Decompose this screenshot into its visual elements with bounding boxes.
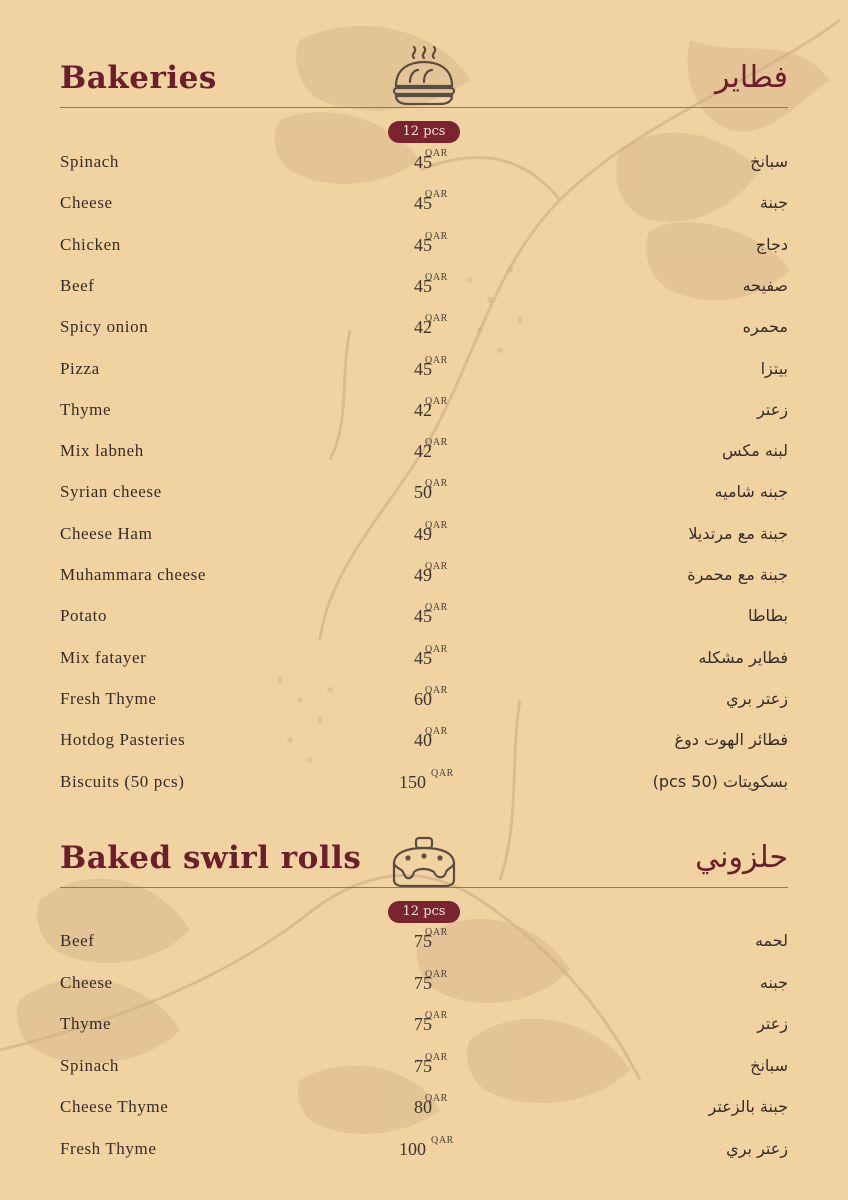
menu-item-row bbox=[0, 684, 848, 719]
item-name-ar: لحمه bbox=[754, 931, 788, 950]
item-price: 45 bbox=[414, 193, 432, 214]
item-name-ar: دجاج bbox=[755, 234, 788, 254]
currency-label: QAR bbox=[425, 230, 448, 242]
item-name-en: Syrian cheese bbox=[60, 482, 162, 502]
item-name-en: Thyme bbox=[60, 1014, 112, 1033]
currency-label: QAR bbox=[425, 271, 448, 283]
menu-item-row bbox=[0, 230, 848, 265]
currency-label: QAR bbox=[425, 684, 448, 696]
menu-item-row bbox=[0, 1093, 848, 1127]
menu-item-row bbox=[0, 271, 848, 306]
item-name-ar: بيتزا bbox=[760, 358, 788, 378]
item-name-en: Pizza bbox=[60, 358, 100, 378]
menu-item-row bbox=[0, 767, 848, 802]
item-name-en: Cheese Thyme bbox=[60, 1097, 169, 1116]
item-price: 100 bbox=[399, 1138, 426, 1159]
currency-label: QAR bbox=[425, 354, 448, 366]
menu-item-row bbox=[0, 313, 848, 347]
item-name-en: Chicken bbox=[60, 234, 121, 254]
item-name-en: Beef bbox=[60, 275, 95, 295]
item-price: 75 bbox=[414, 1014, 432, 1034]
item-price: 75 bbox=[414, 972, 432, 993]
currency-label: QAR bbox=[425, 189, 448, 201]
item-name-ar: زعتر bbox=[757, 1014, 788, 1033]
item-name-en: Mix labneh bbox=[60, 441, 144, 461]
item-name-ar: جبنه bbox=[759, 972, 788, 992]
item-name-ar: زعتر بري bbox=[726, 1138, 788, 1158]
menu-item-row bbox=[0, 519, 848, 554]
item-name-en: Mix fatayer bbox=[60, 647, 147, 667]
menu-item-row bbox=[0, 1134, 848, 1169]
currency-label: QAR bbox=[425, 148, 448, 159]
item-name-ar: جبنة بالزعتر bbox=[708, 1097, 788, 1116]
item-name-ar: سبانخ bbox=[750, 152, 788, 171]
swirl-roll-icon bbox=[388, 834, 460, 890]
section-divider bbox=[60, 107, 788, 108]
currency-label: QAR bbox=[425, 519, 448, 531]
item-name-en: Spinach bbox=[60, 1055, 119, 1075]
item-price: 49 bbox=[414, 523, 432, 544]
item-name-ar: جبنه شاميه bbox=[714, 482, 788, 502]
menu-item-row bbox=[0, 1051, 848, 1086]
item-name-ar: سبانخ bbox=[750, 1055, 788, 1075]
item-price: 45 bbox=[414, 152, 432, 172]
currency-label: QAR bbox=[425, 1093, 448, 1104]
menu-item-row bbox=[0, 478, 848, 512]
item-price: 75 bbox=[414, 931, 432, 951]
item-name-en: Cheese bbox=[60, 972, 113, 992]
currency-label: QAR bbox=[425, 437, 448, 449]
item-price: 45 bbox=[414, 647, 432, 668]
item-name-en: Spicy onion bbox=[60, 317, 149, 337]
menu-item-row bbox=[0, 437, 848, 471]
currency-label: QAR bbox=[425, 561, 448, 572]
currency-label: QAR bbox=[425, 1010, 448, 1021]
item-name-ar: لبنه مكس bbox=[722, 441, 788, 461]
item-price: 40 bbox=[414, 730, 432, 751]
item-name-ar: جبنة bbox=[759, 193, 788, 213]
item-price: 45 bbox=[414, 234, 432, 255]
section-divider bbox=[60, 887, 788, 888]
menu-item-row bbox=[0, 602, 848, 636]
section-title-en: Baked swirl rolls bbox=[60, 840, 362, 876]
menu-item-row bbox=[0, 189, 848, 223]
currency-label: QAR bbox=[425, 726, 448, 738]
item-price: 150 bbox=[399, 771, 426, 792]
item-name-en: Fresh Thyme bbox=[60, 688, 157, 708]
item-price: 42 bbox=[414, 317, 432, 338]
item-name-en: Potato bbox=[60, 606, 108, 626]
section-title-ar: فطاير bbox=[715, 60, 788, 95]
menu-item-row bbox=[0, 927, 848, 961]
currency-label: QAR bbox=[425, 395, 448, 407]
item-name-ar: بسكويتات (50 pcs) bbox=[652, 771, 788, 791]
item-name-ar: زعتر bbox=[757, 399, 788, 419]
menu-item-row bbox=[0, 561, 848, 595]
currency-label: QAR bbox=[425, 602, 448, 614]
item-name-en: Cheese bbox=[60, 193, 113, 213]
currency-label: QAR bbox=[425, 927, 448, 938]
item-name-ar: جبنة مع مرتديلا bbox=[688, 523, 788, 543]
item-price: 42 bbox=[414, 399, 432, 420]
currency-label: QAR bbox=[425, 478, 448, 490]
menu-item-row bbox=[0, 395, 848, 430]
item-price: 50 bbox=[414, 482, 432, 503]
item-name-en: Fresh Thyme bbox=[60, 1138, 157, 1158]
item-name-ar: فطائر الهوت دوغ bbox=[674, 730, 788, 750]
item-price: 49 bbox=[414, 565, 432, 585]
quantity-badge: 12 pcs bbox=[388, 901, 460, 923]
item-name-ar: زعتر بري bbox=[726, 688, 788, 708]
menu-item-row bbox=[0, 1010, 848, 1044]
menu-item-row bbox=[0, 968, 848, 1003]
item-name-en: Biscuits (50 pcs) bbox=[60, 771, 185, 791]
quantity-badge: 12 pcs bbox=[388, 121, 460, 143]
currency-label: QAR bbox=[431, 1134, 454, 1146]
burger-bun-icon bbox=[388, 44, 460, 108]
menu-item-row bbox=[0, 148, 848, 182]
menu-item-row bbox=[0, 354, 848, 389]
item-name-ar: فطاير مشكله bbox=[698, 647, 788, 667]
item-name-en: Spinach bbox=[60, 152, 119, 171]
item-name-en: Beef bbox=[60, 931, 95, 950]
section-title-ar: حلزوني bbox=[695, 840, 788, 875]
currency-label: QAR bbox=[425, 968, 448, 980]
item-name-en: Hotdog Pasteries bbox=[60, 730, 186, 750]
item-name-en: Thyme bbox=[60, 399, 112, 419]
item-name-ar: محمره bbox=[742, 317, 788, 337]
menu-item-row bbox=[0, 726, 848, 760]
section-title-en: Bakeries bbox=[60, 60, 217, 96]
item-price: 60 bbox=[414, 688, 432, 709]
item-name-en: Muhammara cheese bbox=[60, 565, 207, 584]
currency-label: QAR bbox=[425, 1051, 448, 1063]
item-name-ar: بطاطا bbox=[747, 606, 788, 626]
item-name-en: Cheese Ham bbox=[60, 523, 153, 543]
item-name-ar: جبنة مع محمرة bbox=[687, 565, 788, 584]
currency-label: QAR bbox=[425, 313, 448, 325]
item-name-ar: صفيحه bbox=[742, 275, 788, 295]
menu-item-row bbox=[0, 643, 848, 678]
item-price: 75 bbox=[414, 1055, 432, 1076]
currency-label: QAR bbox=[431, 767, 454, 779]
item-price: 45 bbox=[414, 275, 432, 296]
item-price: 42 bbox=[414, 441, 432, 462]
item-price: 45 bbox=[414, 358, 432, 379]
currency-label: QAR bbox=[425, 643, 448, 655]
item-price: 45 bbox=[414, 606, 432, 627]
item-price: 80 bbox=[414, 1097, 432, 1117]
